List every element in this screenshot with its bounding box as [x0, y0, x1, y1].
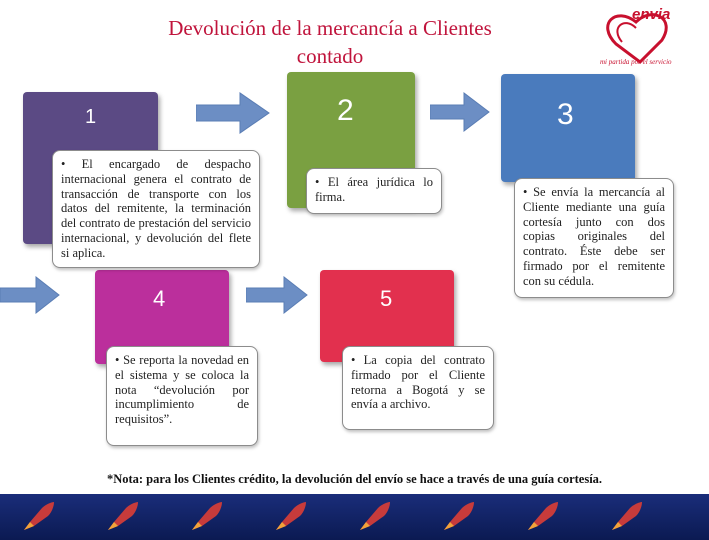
- rocket-icon: [272, 500, 308, 534]
- arrow-3-to-4-shape: [0, 277, 59, 313]
- bullet: •: [523, 185, 534, 199]
- step-1-description: [52, 150, 260, 268]
- step-4-description: [106, 346, 258, 446]
- step-3-description: [514, 178, 674, 298]
- arrow-4-to-5: [246, 276, 308, 314]
- arrow-1-to-2-shape: [196, 93, 269, 133]
- step-5-number: 5: [380, 286, 393, 311]
- arrow-1-to-2: [196, 92, 270, 134]
- step-3-number: 3: [557, 98, 574, 131]
- step-2-text: El área jurídica lo firma.: [315, 175, 433, 204]
- step-5-description: [342, 346, 494, 430]
- title-line-1: Devolución de la mercancía a Clientes: [168, 16, 492, 40]
- rocket-icon: [608, 500, 644, 534]
- bullet: •: [315, 175, 328, 189]
- step-2-description: [306, 168, 442, 214]
- step-3-box: [501, 74, 635, 182]
- rocket-icon: [188, 500, 224, 534]
- logo-wordmark: envia: [632, 6, 671, 23]
- arrow-3-to-4: [0, 276, 60, 314]
- step-4-text: Se reporta la novedad en el sistema y se coloca la nota “devolución por incumplimiento de requisitos”.: [115, 353, 249, 427]
- step-5-text: La copia del contrato firmado por el Cliente retorna a Bogotá y se envía a archivo.: [351, 353, 485, 412]
- arrow-2-to-3-shape: [430, 93, 489, 131]
- arrow-4-to-5-shape: [246, 277, 307, 313]
- step-3-text: Se envía la mercancía al Cliente mediante una guía cortesía junto con dos copias originales del contrato. Éste debe ser firmado por el remitente con su cédula.: [523, 185, 665, 288]
- step-4-number: 4: [153, 286, 166, 311]
- logo-tagline: mi partida por el servicio: [600, 58, 672, 66]
- footnote: *Nota: para los Clientes crédito, la devolución del envío se hace a través de una guía cortesía.: [106, 472, 603, 486]
- arrow-2-to-3: [430, 92, 490, 132]
- bullet: •: [115, 353, 124, 367]
- rocket-icon: [440, 500, 476, 534]
- bullet: •: [351, 353, 364, 367]
- rocket-icon: [356, 500, 392, 534]
- page-title: [110, 14, 550, 70]
- step-1-text: El encargado de despacho internacional genera el contrato de transacción de transporte con los datos del remitente, la terminación del contrato de prestación del servicio internacional, y devolución del flete si aplica.: [61, 157, 251, 260]
- step-2-number: 2: [337, 94, 354, 127]
- step-1-number: 1: [85, 106, 97, 128]
- bullet: •: [61, 157, 82, 171]
- rocket-icon: [104, 500, 140, 534]
- rocket-icon: [20, 500, 56, 534]
- title-line-2: contado: [296, 44, 364, 68]
- rocket-icon: [524, 500, 560, 534]
